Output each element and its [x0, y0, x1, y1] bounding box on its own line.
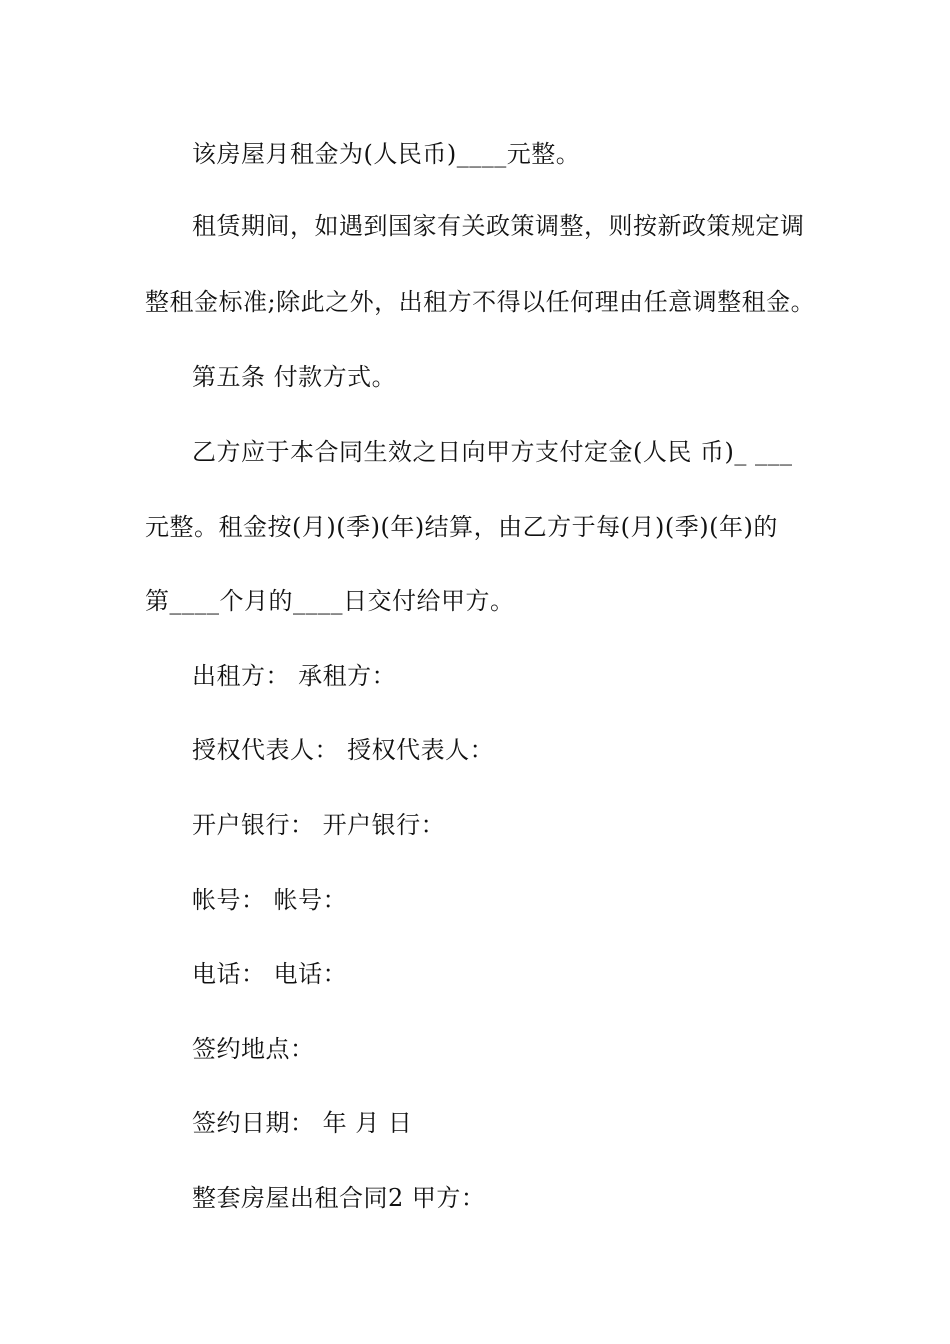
- account-number-line: 帐号： 帐号：: [192, 886, 348, 914]
- article-five-heading: 第五条 付款方式。: [192, 363, 397, 391]
- paragraph-monthly-rent: 该房屋月租金为(人民币)____元整。: [192, 140, 581, 168]
- bank-line: 开户银行： 开户银行：: [192, 811, 446, 839]
- payment-terms-line-3: 第____个月的____日交付给甲方。: [145, 587, 515, 615]
- signing-date-line: 签约日期： 年 月 日: [192, 1109, 413, 1137]
- authorized-representative-line: 授权代表人： 授权代表人：: [192, 736, 495, 764]
- signing-place-line: 签约地点：: [192, 1035, 315, 1063]
- contract-two-heading: 整套房屋出租合同2 甲方：: [192, 1184, 486, 1212]
- payment-terms-line-2: 元整。租金按(月)(季)(年)结算，由乙方于每(月)(季)(年)的: [145, 513, 778, 541]
- paragraph-rent-adjustment-line-1: 租赁期间，如遇到国家有关政策调整，则按新政策规定调: [192, 212, 805, 240]
- payment-terms-line-1: 乙方应于本合同生效之日向甲方支付定金(人民 币)_ ___: [192, 438, 793, 466]
- paragraph-rent-adjustment-line-2: 整租金标准;除此之外，出租方不得以任何理由任意调整租金。: [145, 288, 816, 316]
- lessor-lessee-line: 出租方： 承租方：: [192, 662, 397, 690]
- phone-line: 电话： 电话：: [192, 960, 348, 988]
